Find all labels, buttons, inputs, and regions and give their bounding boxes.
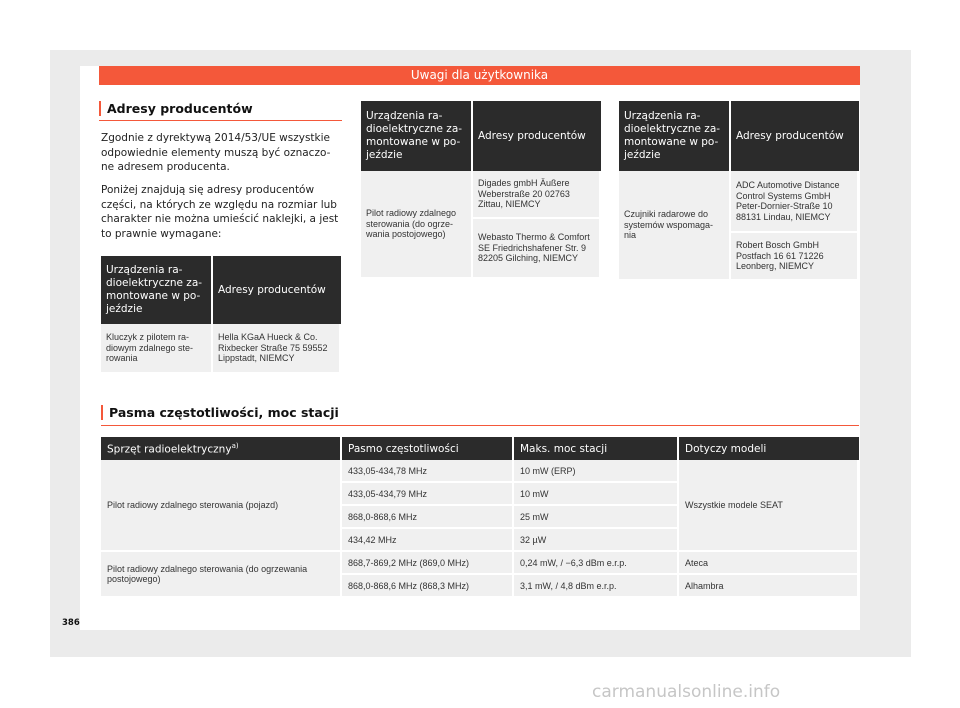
- cell-band: 434,42 MHz: [342, 529, 514, 552]
- paragraph-directive: Zgodnie z dyrektywą 2014/53/UE wszystkie odpowiednie elementy muszą być oznaczo-ne adresem producenta.: [101, 132, 331, 173]
- cell-power: 0,24 mW, / −6,3 dBm e.r.p.: [514, 552, 679, 575]
- header-models: Dotyczy modeli: [679, 437, 859, 460]
- heading-manufacturer-addresses: Adresy producentów: [99, 101, 253, 116]
- cell-device: Czujniki radarowe do systemów wspomaga-nia: [619, 171, 731, 281]
- address-table-1: [101, 256, 341, 374]
- cell-band: 433,05-434,78 MHz: [342, 460, 514, 483]
- heading-underline: [99, 120, 342, 121]
- address-table-2: [361, 101, 601, 279]
- table-row: [101, 460, 859, 483]
- cell-address-2: Webasto Thermo & Comfort SE Friedrichshafener Str. 9 82205 Gilching, NIEMCY: [473, 219, 601, 279]
- watermark: carmanualsonline.info: [592, 682, 781, 702]
- table-row: [101, 552, 859, 575]
- heading-frequency-bands: Pasma częstotliwości, moc stacji: [101, 405, 339, 420]
- header-device: Urządzenia ra-dioelektryczne za-montowane w po-jeździe: [361, 101, 473, 171]
- page-number: 386: [62, 618, 80, 628]
- cell-band: 868,0-868,6 MHz: [342, 506, 514, 529]
- section-banner: Uwagi dla użytkownika: [99, 66, 860, 85]
- cell-power: 10 mW: [514, 483, 679, 506]
- header-address: Adresy producentów: [731, 101, 859, 171]
- cell-models: Alhambra: [679, 575, 859, 598]
- header-equipment: Sprzęt radioelektryczny$^{a)}$: [101, 437, 342, 460]
- cell-band: 868,0-868,6 MHz (868,3 MHz): [342, 575, 514, 598]
- frequency-table: [101, 437, 859, 598]
- header-power: Maks. moc stacji: [514, 437, 679, 460]
- cell-band: 868,7-869,2 MHz (869,0 MHz): [342, 552, 514, 575]
- cell-address-1: ADC Automotive Distance Control Systems GmbH Peter-Dornier-Straße 10 88131 Lindau, NIEMCY: [731, 171, 859, 233]
- cell-device: Kluczyk z pilotem ra-diowym zdalnego ste-rowania: [101, 324, 213, 374]
- cell-models: Wszystkie modele SEAT: [679, 460, 859, 552]
- cell-address: Hella KGaA Hueck & Co. Rixbecker Straße 75 59552 Lippstadt, NIEMCY: [213, 324, 341, 374]
- header-device: Urządzenia ra-dioelektryczne za-montowane w po-jeździe: [101, 256, 213, 324]
- address-table-3: [619, 101, 859, 281]
- heading-underline: [101, 425, 859, 426]
- header-band: Pasmo częstotliwości: [342, 437, 514, 460]
- cell-power: 25 mW: [514, 506, 679, 529]
- cell-band: 433,05-434,79 MHz: [342, 483, 514, 506]
- header-device: Urządzenia ra-dioelektryczne za-montowane w po-jeździe: [619, 101, 731, 171]
- cell-device: Pilot radiowy zdalnego sterowania (do ogrze-wania postojowego): [361, 171, 473, 279]
- cell-power: 32 µW: [514, 529, 679, 552]
- cell-power: 10 mW (ERP): [514, 460, 679, 483]
- cell-address-1: Digades gmbH Äußere Weberstraße 20 02763 Zittau, NIEMCY: [473, 171, 601, 219]
- cell-equipment: Pilot radiowy zdalnego sterowania (pojazd): [101, 460, 342, 552]
- cell-power: 3,1 mW, / 4,8 dBm e.r.p.: [514, 575, 679, 598]
- paragraph-addresses-intro: Poniżej znajdują się adresy producentów części, na których ze względu na rozmiar lub charakter nie można umieścić naklejki, a jest to prawnie wymagane:: [101, 184, 339, 240]
- header-address: Adresy producentów: [213, 256, 341, 324]
- cell-models: Ateca: [679, 552, 859, 575]
- cell-equipment: Pilot radiowy zdalnego sterowania (do ogrzewania postojowego): [101, 552, 342, 598]
- cell-address-2: Robert Bosch GmbH Postfach 16 61 71226 Leonberg, NIEMCY: [731, 233, 859, 281]
- header-address: Adresy producentów: [473, 101, 601, 171]
